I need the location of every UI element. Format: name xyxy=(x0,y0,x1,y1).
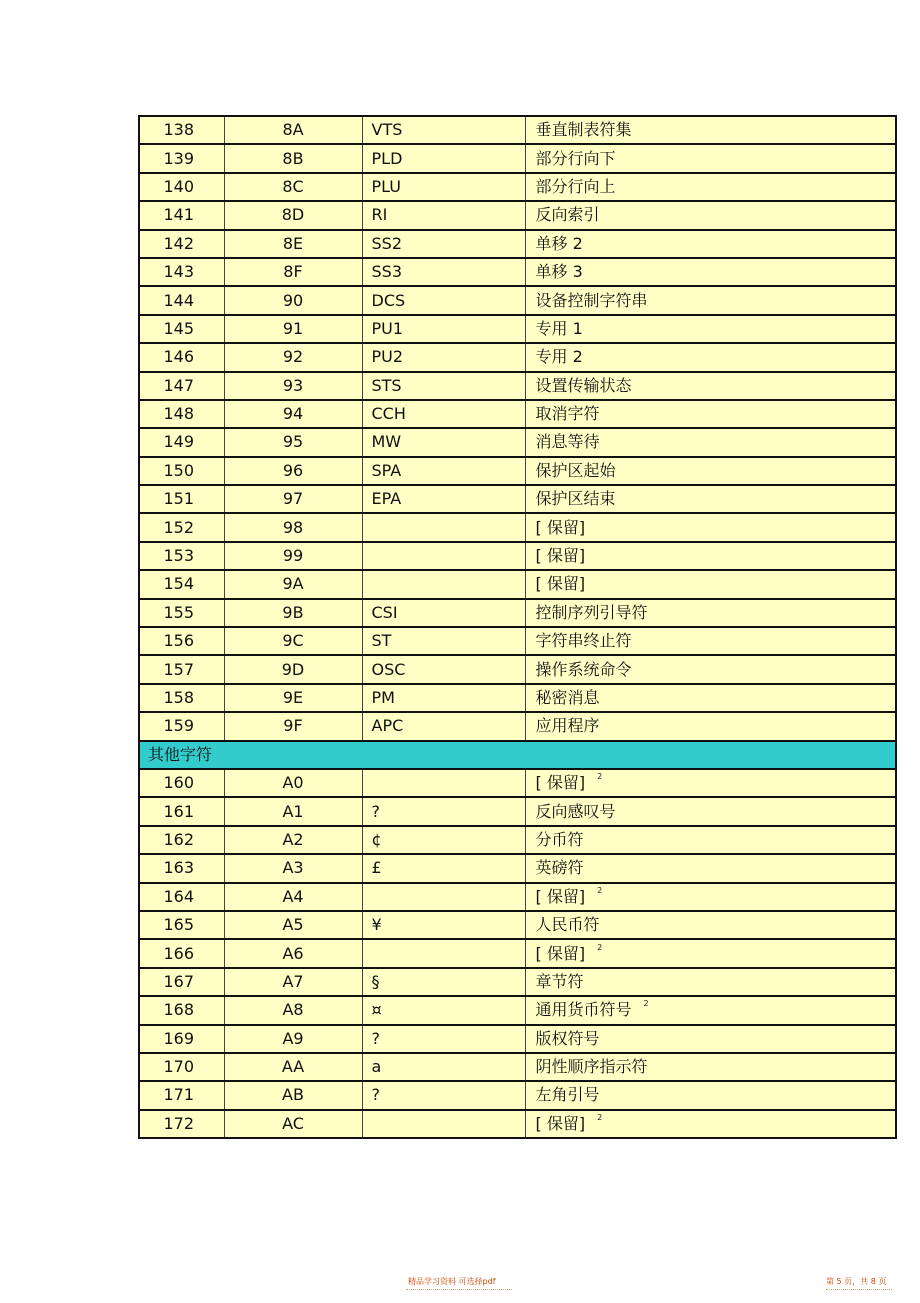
description-cell xyxy=(525,286,896,314)
description-cell xyxy=(525,684,896,712)
decimal-cell: 162 xyxy=(139,826,224,854)
symbol-cell: EPA xyxy=(362,485,525,513)
description-cell xyxy=(525,655,896,683)
footnote-marker: 2 xyxy=(597,885,603,895)
table-row xyxy=(139,513,896,541)
decimal-cell: 142 xyxy=(139,230,224,258)
description-text: 控制序列引导符 xyxy=(535,602,648,622)
description-text: 部分行向上 xyxy=(535,176,616,196)
description-cell xyxy=(525,883,896,911)
symbol-cell: ? xyxy=(362,1081,525,1109)
hex-cell: 96 xyxy=(224,457,362,485)
hex-cell: 8E xyxy=(224,230,362,258)
symbol-cell: MW xyxy=(362,428,525,456)
description-cell xyxy=(525,769,896,797)
symbol-cell: PLD xyxy=(362,144,525,172)
table-row xyxy=(139,286,896,314)
table-row xyxy=(139,457,896,485)
character-code-table xyxy=(138,115,897,1139)
hex-cell: A1 xyxy=(224,797,362,825)
description-cell xyxy=(525,173,896,201)
hex-cell: A4 xyxy=(224,883,362,911)
table-row xyxy=(139,684,896,712)
hex-cell: 9E xyxy=(224,684,362,712)
table-body xyxy=(139,116,896,1138)
decimal-cell: 167 xyxy=(139,968,224,996)
decimal-cell: 155 xyxy=(139,599,224,627)
hex-cell: A0 xyxy=(224,769,362,797)
decimal-cell: 141 xyxy=(139,201,224,229)
table-row xyxy=(139,144,896,172)
footer-left-dots xyxy=(406,1289,512,1290)
table-row xyxy=(139,599,896,627)
hex-cell: 94 xyxy=(224,400,362,428)
description-cell xyxy=(525,826,896,854)
description-text: [ 保留] xyxy=(535,886,586,906)
table-row xyxy=(139,230,896,258)
description-cell xyxy=(525,854,896,882)
description-cell xyxy=(525,911,896,939)
description-cell xyxy=(525,797,896,825)
decimal-cell: 161 xyxy=(139,797,224,825)
symbol-cell: a xyxy=(362,1053,525,1081)
decimal-cell: 170 xyxy=(139,1053,224,1081)
hex-cell: 9F xyxy=(224,712,362,740)
symbol-cell: SS2 xyxy=(362,230,525,258)
symbol-cell: OSC xyxy=(362,655,525,683)
symbol-cell xyxy=(362,513,525,541)
table-row xyxy=(139,343,896,371)
symbol-cell: SS3 xyxy=(362,258,525,286)
hex-cell: A7 xyxy=(224,968,362,996)
table-row xyxy=(139,769,896,797)
decimal-cell: 166 xyxy=(139,939,224,967)
description-cell xyxy=(525,258,896,286)
decimal-cell: 148 xyxy=(139,400,224,428)
hex-cell: 91 xyxy=(224,315,362,343)
decimal-cell: 144 xyxy=(139,286,224,314)
description-text: 通用货币符号 xyxy=(535,1000,632,1020)
symbol-cell xyxy=(362,883,525,911)
table-row xyxy=(139,883,896,911)
description-text: 应用程序 xyxy=(535,716,600,736)
description-cell xyxy=(525,1053,896,1081)
hex-cell: 93 xyxy=(224,372,362,400)
symbol-cell: PM xyxy=(362,684,525,712)
description-text: 垂直制表符集 xyxy=(535,120,632,140)
description-cell xyxy=(525,1025,896,1053)
table-row xyxy=(139,1110,896,1138)
decimal-cell: 146 xyxy=(139,343,224,371)
description-text: 版权符号 xyxy=(535,1028,600,1048)
hex-cell: 8D xyxy=(224,201,362,229)
decimal-cell: 147 xyxy=(139,372,224,400)
table-row xyxy=(139,627,896,655)
decimal-cell: 153 xyxy=(139,542,224,570)
table-row xyxy=(139,400,896,428)
symbol-cell: CSI xyxy=(362,599,525,627)
table-row xyxy=(139,854,896,882)
description-text: 设置传输状态 xyxy=(535,375,632,395)
table-row xyxy=(139,116,896,144)
hex-cell: 8B xyxy=(224,144,362,172)
description-cell xyxy=(525,400,896,428)
symbol-cell xyxy=(362,570,525,598)
description-text: 反向感叹号 xyxy=(535,801,616,821)
hex-cell: A8 xyxy=(224,996,362,1024)
description-text: 消息等待 xyxy=(535,432,600,452)
symbol-cell xyxy=(362,542,525,570)
hex-cell: A6 xyxy=(224,939,362,967)
symbol-cell: APC xyxy=(362,712,525,740)
decimal-cell: 139 xyxy=(139,144,224,172)
symbol-cell: RI xyxy=(362,201,525,229)
symbol-cell: PU2 xyxy=(362,343,525,371)
description-cell xyxy=(525,343,896,371)
decimal-cell: 164 xyxy=(139,883,224,911)
description-text: 阴性顺序指示符 xyxy=(535,1057,648,1077)
description-text: [ 保留] xyxy=(535,1113,586,1133)
decimal-cell: 172 xyxy=(139,1110,224,1138)
decimal-cell: 168 xyxy=(139,996,224,1024)
hex-cell: AB xyxy=(224,1081,362,1109)
description-text: 左角引号 xyxy=(535,1085,600,1105)
decimal-cell: 150 xyxy=(139,457,224,485)
description-cell xyxy=(525,570,896,598)
table-row xyxy=(139,1053,896,1081)
symbol-cell: PLU xyxy=(362,173,525,201)
description-cell xyxy=(525,372,896,400)
hex-cell: 8C xyxy=(224,173,362,201)
symbol-cell: ? xyxy=(362,797,525,825)
description-text: 单移 2 xyxy=(535,233,583,253)
footnote-marker: 2 xyxy=(597,772,603,782)
description-text: 人民币符 xyxy=(535,915,600,935)
description-cell xyxy=(525,627,896,655)
decimal-cell: 151 xyxy=(139,485,224,513)
decimal-cell: 152 xyxy=(139,513,224,541)
symbol-cell: ? xyxy=(362,1025,525,1053)
table-row xyxy=(139,258,896,286)
decimal-cell: 154 xyxy=(139,570,224,598)
hex-cell: 97 xyxy=(224,485,362,513)
description-text: 专用 1 xyxy=(535,318,583,338)
decimal-cell: 145 xyxy=(139,315,224,343)
symbol-cell: PU1 xyxy=(362,315,525,343)
description-text: 保护区起始 xyxy=(535,460,616,480)
footer-right-dots xyxy=(826,1289,892,1290)
symbol-cell: § xyxy=(362,968,525,996)
description-text: 专用 2 xyxy=(535,347,583,367)
decimal-cell: 157 xyxy=(139,655,224,683)
symbol-cell: DCS xyxy=(362,286,525,314)
description-cell xyxy=(525,968,896,996)
table-row xyxy=(139,712,896,740)
hex-cell: 99 xyxy=(224,542,362,570)
description-text: 操作系统命令 xyxy=(535,659,632,679)
table-row xyxy=(139,372,896,400)
description-cell xyxy=(525,116,896,144)
footnote-marker: 2 xyxy=(643,999,649,1009)
symbol-cell: VTS xyxy=(362,116,525,144)
hex-cell: 9C xyxy=(224,627,362,655)
decimal-cell: 140 xyxy=(139,173,224,201)
description-cell xyxy=(525,542,896,570)
description-cell xyxy=(525,144,896,172)
description-cell xyxy=(525,712,896,740)
hex-cell: 9A xyxy=(224,570,362,598)
description-cell xyxy=(525,485,896,513)
description-text: 反向索引 xyxy=(535,205,600,225)
description-cell xyxy=(525,457,896,485)
description-text: [ 保留] xyxy=(535,574,586,594)
table-row xyxy=(139,485,896,513)
description-text: 章节符 xyxy=(535,971,584,991)
hex-cell: A2 xyxy=(224,826,362,854)
hex-cell: AA xyxy=(224,1053,362,1081)
description-cell xyxy=(525,1081,896,1109)
hex-cell: 8A xyxy=(224,116,362,144)
decimal-cell: 165 xyxy=(139,911,224,939)
hex-cell: 9B xyxy=(224,599,362,627)
description-text: 取消字符 xyxy=(535,404,600,424)
table-row xyxy=(139,1025,896,1053)
symbol-cell: STS xyxy=(362,372,525,400)
footer-page-number: 第 5 页，共 8 页 xyxy=(826,1277,887,1286)
hex-cell: A9 xyxy=(224,1025,362,1053)
decimal-cell: 169 xyxy=(139,1025,224,1053)
table-row xyxy=(139,996,896,1024)
description-text: 分币符 xyxy=(535,829,584,849)
decimal-cell: 159 xyxy=(139,712,224,740)
footnote-marker: 2 xyxy=(597,1112,603,1122)
symbol-cell xyxy=(362,939,525,967)
description-text: 英磅符 xyxy=(535,858,584,878)
table-row xyxy=(139,797,896,825)
description-text: [ 保留] xyxy=(535,943,586,963)
symbol-cell: £ xyxy=(362,854,525,882)
table-row xyxy=(139,826,896,854)
hex-cell: 8F xyxy=(224,258,362,286)
footnote-marker: 2 xyxy=(597,942,603,952)
hex-cell: AC xyxy=(224,1110,362,1138)
description-text: 秘密消息 xyxy=(535,688,600,707)
decimal-cell: 138 xyxy=(139,116,224,144)
decimal-cell: 149 xyxy=(139,428,224,456)
symbol-cell: ¢ xyxy=(362,826,525,854)
hex-cell: A5 xyxy=(224,911,362,939)
hex-cell: A3 xyxy=(224,854,362,882)
description-cell xyxy=(525,201,896,229)
description-text: [ 保留] xyxy=(535,517,586,537)
table-row xyxy=(139,911,896,939)
hex-cell: 98 xyxy=(224,513,362,541)
footer-left-text: 精品学习资料 可选择pdf xyxy=(408,1277,496,1286)
description-text: [ 保留] xyxy=(535,773,586,793)
decimal-cell: 143 xyxy=(139,258,224,286)
table-row xyxy=(139,968,896,996)
symbol-cell xyxy=(362,769,525,797)
section-header-row xyxy=(139,741,896,769)
description-cell xyxy=(525,1110,896,1138)
description-text: [ 保留] xyxy=(535,546,586,566)
decimal-cell: 171 xyxy=(139,1081,224,1109)
decimal-cell: 163 xyxy=(139,854,224,882)
symbol-cell xyxy=(362,1110,525,1138)
decimal-cell: 156 xyxy=(139,627,224,655)
description-cell xyxy=(525,428,896,456)
hex-cell: 92 xyxy=(224,343,362,371)
table-row xyxy=(139,201,896,229)
table-row xyxy=(139,939,896,967)
description-cell xyxy=(525,996,896,1024)
table-row xyxy=(139,173,896,201)
description-cell xyxy=(525,315,896,343)
table-row xyxy=(139,1081,896,1109)
table-row xyxy=(139,428,896,456)
description-cell xyxy=(525,599,896,627)
decimal-cell: 160 xyxy=(139,769,224,797)
hex-cell: 9D xyxy=(224,655,362,683)
description-text: 设备控制字符串 xyxy=(535,290,648,310)
description-cell xyxy=(525,513,896,541)
description-text: 字符串终止符 xyxy=(535,631,632,651)
description-text: 单移 3 xyxy=(535,262,583,282)
symbol-cell: ¤ xyxy=(362,996,525,1024)
hex-cell: 95 xyxy=(224,428,362,456)
decimal-cell: 158 xyxy=(139,684,224,712)
symbol-cell: SPA xyxy=(362,457,525,485)
description-text: 保护区结束 xyxy=(535,489,616,509)
hex-cell: 90 xyxy=(224,286,362,314)
table-row xyxy=(139,542,896,570)
symbol-cell: CCH xyxy=(362,400,525,428)
section-header: 其他字符 xyxy=(139,741,896,769)
description-cell xyxy=(525,230,896,258)
table-row xyxy=(139,570,896,598)
symbol-cell: ST xyxy=(362,627,525,655)
table-row xyxy=(139,315,896,343)
table-row xyxy=(139,655,896,683)
symbol-cell: ¥ xyxy=(362,911,525,939)
description-cell xyxy=(525,939,896,967)
description-text: 部分行向下 xyxy=(535,148,616,168)
